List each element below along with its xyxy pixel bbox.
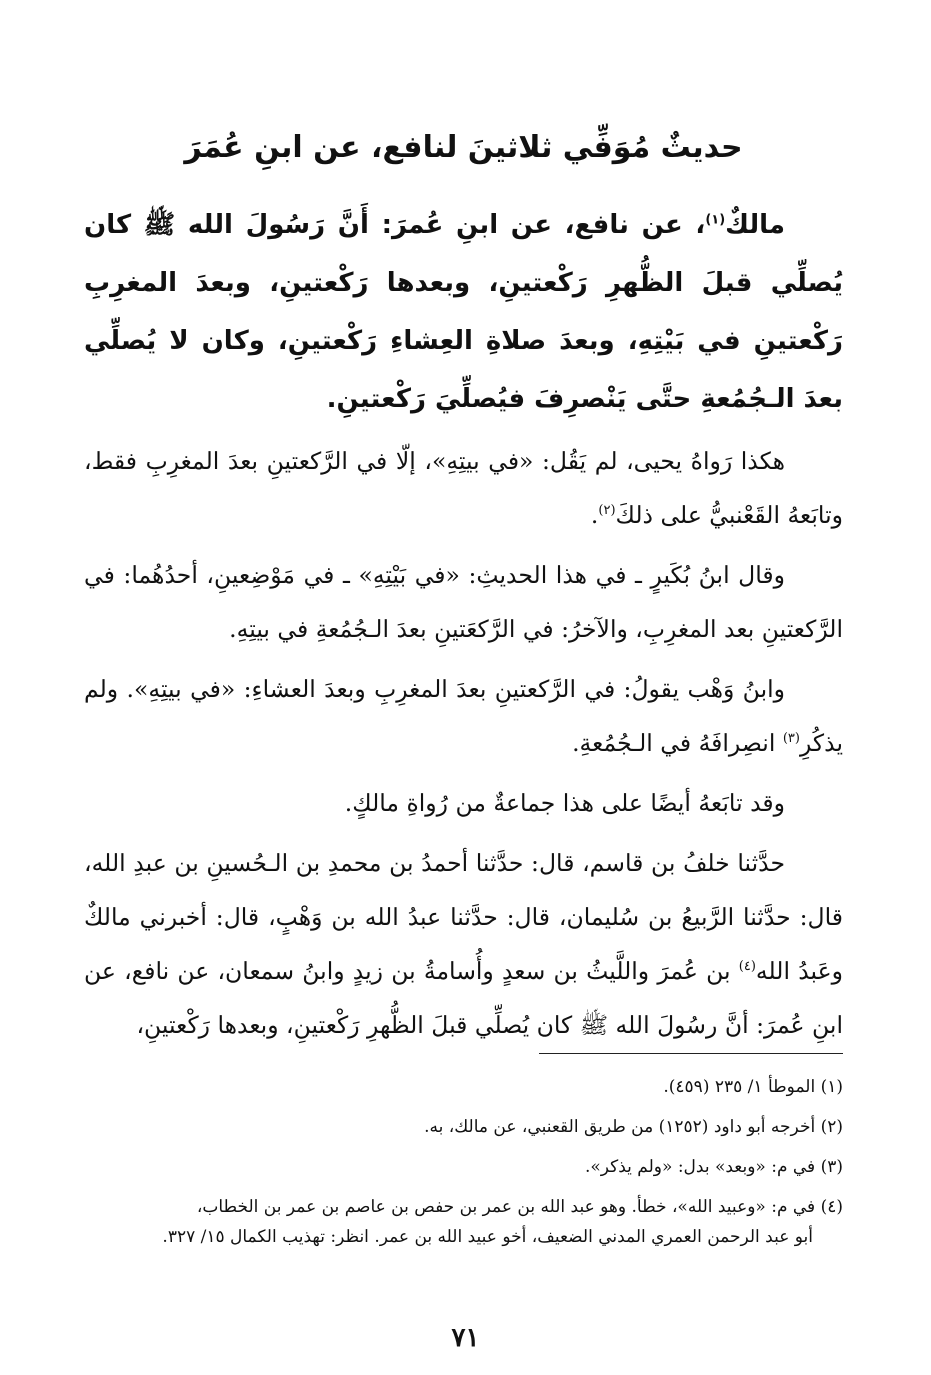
page-number: ٧١ (451, 1323, 480, 1353)
paragraph-2: وقال ابنُ بُكَيرٍ ـ في هذا الحديثِ: «في بَيْتِهِ» ـ في مَوْضِعينِ، أحدُهُما: في الرَّكعتينِ بعد المغرِبِ، والآخرُ: في الرَّكعَتينِ بعدَ الـجُمُعةِ في بيتِهِ. (84, 561, 843, 643)
paragraph-3-text: وابنُ وَهْب يقولُ: في الرَّكعتينِ بعدَ المغرِبِ وبعدَ العشاءِ: «في بيتِهِ». ولم يذكُرِ (84, 675, 843, 757)
footnote-1: (١) الموطأ ١/ ٢٣٥ (٤٥٩). (663, 1077, 843, 1097)
hadith-text (84, 196, 843, 428)
paragraph-4: وقد تابَعهُ أيضًا على هذا جماعةٌ من رُواةِ مالكٍ. (344, 789, 785, 817)
paragraph-1-end: . (590, 501, 599, 529)
paragraph-1-text: هكذا رَواهُ يحيى، لم يَقُل: «في بيتِهِ»، إلّا في الرَّكعتينِ بعدَ المغرِبِ فقط، وتابَعهُ القَعْنبيُّ على ذلكَ (84, 447, 843, 529)
paragraph-3 (84, 662, 843, 770)
footnote-ref-4[interactable]: (٤) (738, 959, 756, 975)
footnote-3: (٣) في م: «وبعد» بدل: «ولم يذكر». (584, 1157, 843, 1177)
chapter-heading: حديثٌ مُوَفِّي ثلاثينَ لنافع، عن ابنِ عُمَرَ (184, 130, 743, 165)
paragraph-5-end: بن عُمرَ واللَّيثُ بن سعدٍ وأُسامةُ بن زيدٍ وابنُ سمعان، عن نافع، عن ابنِ عُمرَ: أنَّ رسُولَ الله ﷺ كان يُصلِّي قبلَ الظُّهرِ رَكْعتينِ، وبعدها رَكْعتينِ، (84, 957, 843, 1039)
paragraph-5-text: حدَّثنا خلفُ بن قاسم، قال: حدَّثنا أحمدُ بن محمدِ بن الـحُسينِ بن عبدِ الله، قال: حدَّثنا الرَّبيعُ بن سُليمان، قال: حدَّثنا عبدُ الله بن وَهْبٍ، قال: أخبرني مالكٌ وعَبدُ الله (84, 849, 844, 985)
footnote-2: (٢) أخرجه أبو داود (١٢٥٢) من طريق القعنبي، عن مالك، به. (424, 1117, 843, 1137)
footnote-divider (539, 1053, 843, 1054)
footnote-ref-3[interactable]: (٣) (782, 731, 800, 747)
footnote-ref-1[interactable]: (١) (705, 212, 726, 228)
paragraph-3-end: انصِرافَهُ في الـجُمُعةِ. (572, 729, 783, 757)
hadith-body: ، عن نافع، عن ابنِ عُمرَ: أَنَّ رَسُولَ الله ﷺ كان يُصلِّي قبلَ الظُّهرِ رَكْعتينِ، وبعدها رَكْعتينِ، وبعدَ المغرِبِ رَكْعتينِ في بَيْتِهِ، وبعدَ صلاةِ العِشاءِ رَكْعتينِ، وكان لا يُصلِّي بعدَ الـجُمُعةِ حتَّى يَنْصرِفَ فيُصلِّيَ رَكْعتينِ. (84, 210, 843, 414)
paragraph-5 (84, 836, 843, 1052)
footnote-4: (٤) في م: «وعبيد الله»، خطأ. وهو عبد الله بن عمر بن حفص بن عاصم بن عمر بن الخطاب، (196, 1197, 843, 1217)
hadith-lead: مالكٌ (725, 210, 785, 240)
footnote-4-continuation: أبو عبد الرحمن العمري المدني الضعيف، أخو عبيد الله بن عمر. انظر: تهذيب الكمال ١٥/ ٣٢٧. (162, 1227, 813, 1247)
paragraph-1 (84, 434, 843, 542)
footnote-ref-2[interactable]: (٢) (598, 503, 616, 519)
footnotes-section (84, 1072, 843, 1262)
